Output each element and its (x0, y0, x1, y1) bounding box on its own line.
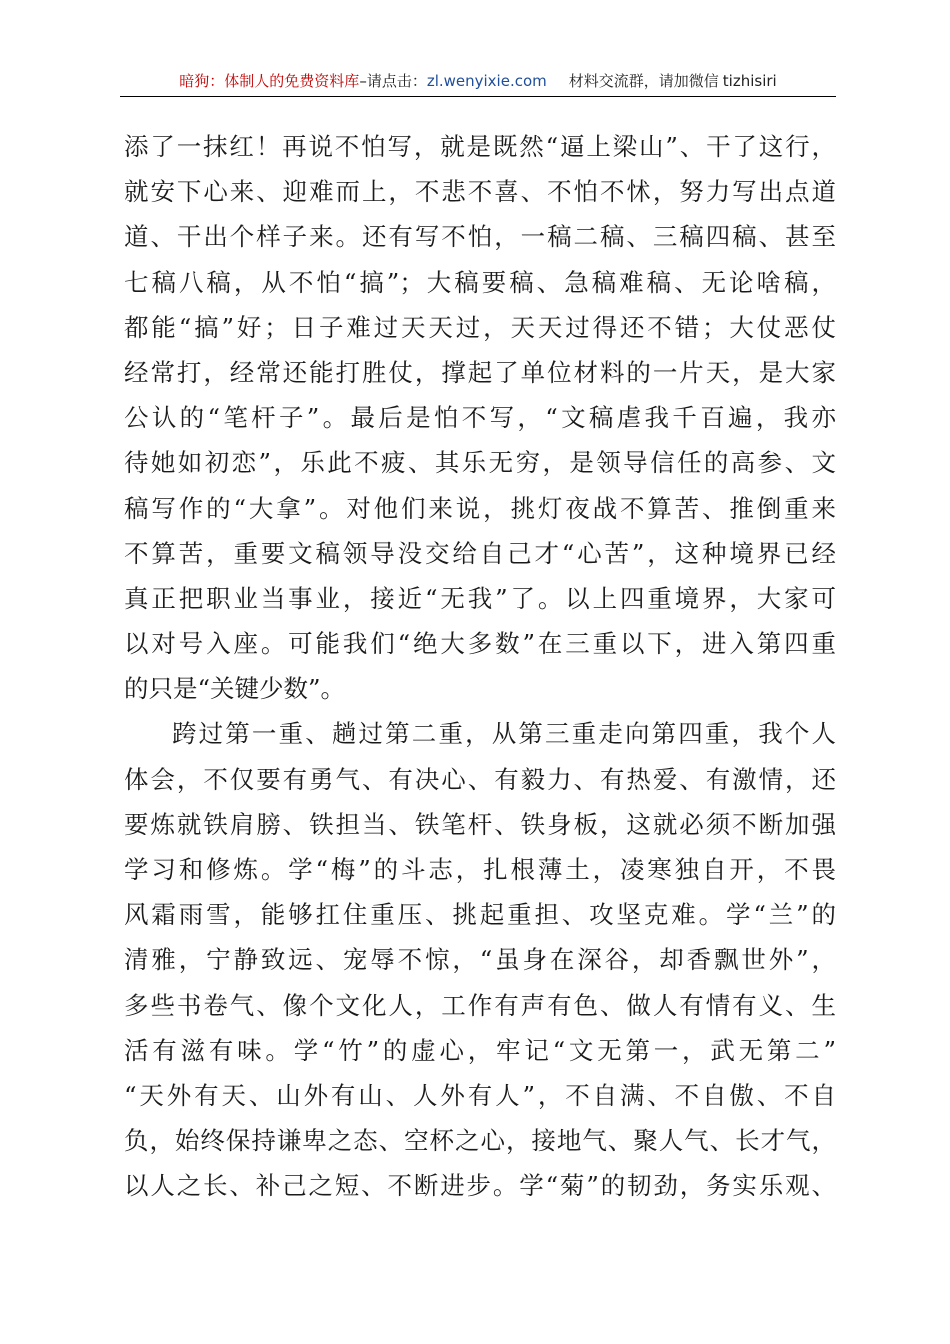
paragraph-2 (124, 711, 836, 1208)
text-line: 的只是“关键少数”。 (124, 674, 346, 704)
text-line: 体会，不仅要有勇气、有决心、有毅力、有热爱、有激情，还 (124, 764, 836, 794)
text-line: 要炼就铁肩膀、铁担当、铁笔杆、铁身板，这就必须不断加强 (124, 809, 836, 839)
text-line: 都能“搞”好；日子难过天天过，天天过得还不错；大仗恶仗 (124, 312, 836, 342)
text-line: 多些书卷气、像个文化人，工作有声有色、做人有情有义、生 (124, 990, 836, 1020)
page-header (120, 70, 836, 96)
text-line: 不算苦，重要文稿领导没交给自己才“心苦”，这种境界已经 (124, 538, 836, 568)
header-click-prompt: –请点击： (359, 72, 427, 90)
text-line: 经常打，经常还能打胜仗，撑起了单位材料的一片天，是大家 (124, 357, 836, 387)
text-line: 以人之长、补己之短、不断进步。学“菊”的韧劲，务实乐观、 (124, 1171, 836, 1201)
text-line: 道、干出个样子来。还有写不怕，一稿二稿、三稿四稿、甚至 (124, 222, 836, 252)
text-line: 公认的“笔杆子”。最后是怕不写，“文稿虐我千百遍，我亦 (124, 403, 836, 433)
text-line: 负，始终保持谦卑之态、空杯之心，接地气、聚人气、长才气， (124, 1126, 836, 1156)
text-line: 以对号入座。可能我们“绝大多数”在三重以下，进入第四重 (124, 629, 836, 659)
text-line: 学习和修炼。学“梅”的斗志，扎根薄土，凌寒独自开，不畏 (124, 855, 836, 884)
text-line: 活有滋有味。学“竹”的虚心，牢记“文无第一，武无第二” (124, 1035, 836, 1065)
text-line: 稿写作的“大拿”。对他们来说，挑灯夜战不算苦、推倒重来 (124, 493, 836, 523)
paragraph-1 (124, 124, 836, 711)
text-line: 添了一抹红！再说不怕写，就是既然“逼上梁山”、干了这行， (124, 132, 836, 161)
text-line: 跨过第一重、趟过第二重，从第三重走向第四重，我个人 (172, 719, 836, 749)
text-line: 风霜雨雪，能够扛住重压、挑起重担、攻坚克难。学“兰”的 (124, 900, 836, 930)
document-body (124, 124, 836, 1209)
header-group-text: 材料交流群，请加微信 (568, 72, 719, 90)
text-line: 清雅，宁静致远、宠辱不惊，“虽身在深谷，却香飘世外”， (124, 945, 836, 975)
text-line: 待她如初恋”，乐此不疲、其乐无穷，是领导信任的高参、文 (124, 448, 836, 478)
text-line: 真正把职业当事业，接近“无我”了。以上四重境界，大家可 (124, 583, 836, 613)
header-wechat-id: tizhisiri (722, 72, 777, 90)
header-divider (120, 96, 836, 97)
text-line: 就安下心来、迎难而上，不悲不喜、不怕不怵，努力写出点道 (124, 177, 836, 207)
header-url-link[interactable]: zl.wenyixie.com (426, 72, 547, 90)
text-line: 七稿八稿，从不怕“搞”；大稿要稿、急稿难稿、无论啥稿， (124, 267, 836, 297)
text-line: “天外有天、山外有山、人外有人”，不自满、不自傲、不自 (124, 1080, 836, 1110)
header-site-name: 暗狗：体制人的免费资料库 (179, 72, 360, 90)
